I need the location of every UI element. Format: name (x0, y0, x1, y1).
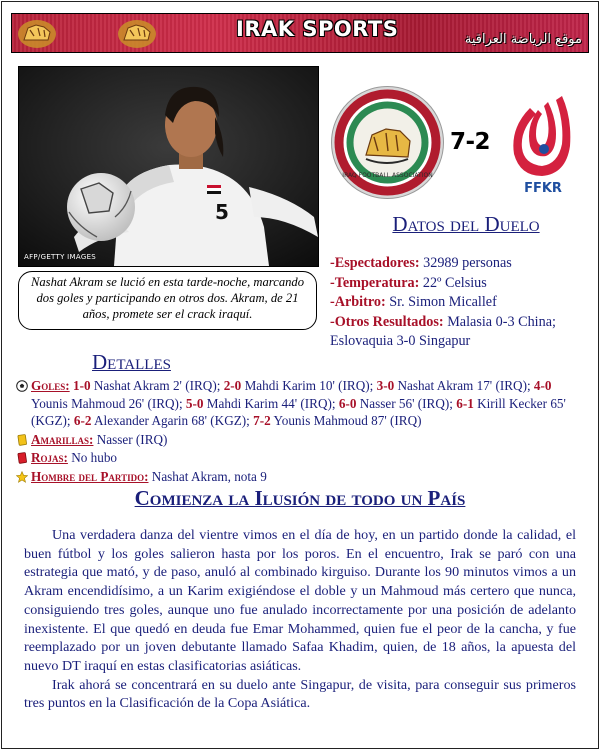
ffkr-logo (508, 88, 578, 198)
iraq-fa-logo-text: IRAQ FOOTBALL ASSOCIATION (342, 172, 433, 179)
iraq-fa-logo (330, 85, 445, 200)
jersey-number: 5 (215, 200, 229, 224)
soccer-ball-icon (16, 380, 28, 392)
stat-spectators: -Espectadores: 32989 personas (330, 255, 512, 271)
duel-data-title: Datos del Duelo (392, 212, 540, 236)
lamassu-emblem-icon (16, 16, 58, 50)
article-paragraph: Una verdadera danza del vientre vimos en el día de hoy, en un partido donde la calidad, el buen fútbol y los goles salieron hasta por los poros. En el encuentro, Irak se paró con una estrategia que mató, y de paso, anuló al combinado kirguiso. Durante los 90 minutos vimos a un Akram encendidísimo, a un Karim exigiéndose el doble y un Mahmoud más certero que nunca, consiguiendo tres goles, aunque uno fue anulado incorrectamente por una posición de adelanto inexistente. El que quedó en deuda fue Emar Mohammed, quien fue el peor de la cancha, y fue reemplazado por un joven debutante llamado Safaa Khadim, quien, de 18 años, la apuesta del nuevo DT iraquí en estas clasificatorias asiáticas. (24, 527, 576, 674)
man-of-match-label: Hombre del Partido: (31, 468, 149, 484)
match-stats (330, 254, 588, 352)
red-card-icon (16, 452, 28, 464)
goals-row: Goles: 1-0 Nashat Akram 2' (IRQ); 2-0 Mahdi Karim 10' (IRQ); 3-0 Nashat Akram 17' (IRQ); 4-0 Younis Mahmoud 26' (IRQ); 5-0 Mahdi Karim 44' (IRQ); 6-0 Nasser 56' (IRQ); 6-1 Kirill Kecker 65' (KGZ); 6-2 Alexander Agarin 68' (KGZ); 7-2 Younis Mahmoud 87' (IRQ) (15, 377, 590, 430)
photo-caption: Nashat Akram se lució en esta tarde-noche, marcando dos goles y participando en otros dos. Akram, de 21 años, promete ser el crack iraquí. (18, 271, 317, 330)
red-cards-row (15, 449, 590, 467)
photo-credit: AFP/GETTY IMAGES (24, 253, 97, 261)
red-cards-value: No hubo (67, 450, 118, 466)
yellow-cards-row (15, 431, 590, 449)
details-title: Detalles (92, 350, 171, 374)
match-score: 7-2 (449, 129, 491, 155)
yellow-cards-label: Amarillas: (31, 431, 94, 447)
stat-temperature: -Temperatura: 22º Celsius (330, 274, 487, 291)
header-banner (11, 13, 589, 53)
article-body (24, 526, 576, 713)
match-details (15, 377, 590, 486)
star-icon (16, 471, 28, 483)
player-photo (18, 66, 319, 267)
red-cards-label: Rojas: (31, 450, 68, 466)
article-headline: Comienza la Ilusión de todo un País (134, 486, 466, 510)
yellow-cards-value: Nasser (IRQ) (93, 431, 168, 447)
player-image (19, 67, 318, 266)
stat-referee: -Arbitro: Sr. Simon Micallef (330, 294, 497, 310)
banner-title: IRAK SPORTS (236, 17, 399, 41)
goals-label: Goles: (31, 378, 70, 393)
banner-arabic-text: موقع الرياضة العراقية (464, 32, 582, 47)
stat-other-results: -Otros Resultados: Malasia 0-3 China; Eslovaquia 3-0 Singapur (330, 313, 556, 349)
lamassu-emblem-icon (116, 16, 158, 50)
man-of-match-row (15, 468, 590, 486)
ffkr-logo-text: FFKR (524, 181, 562, 196)
yellow-card-icon (16, 434, 28, 446)
article-paragraph: Irak ahorá se concentrará en su duelo ante Singapur, de visita, para conseguir sus primeros tres puntos en la Clasificación de la Copa Asiática. (24, 676, 576, 712)
man-of-match-value: Nashat Akram, nota 9 (148, 468, 267, 484)
